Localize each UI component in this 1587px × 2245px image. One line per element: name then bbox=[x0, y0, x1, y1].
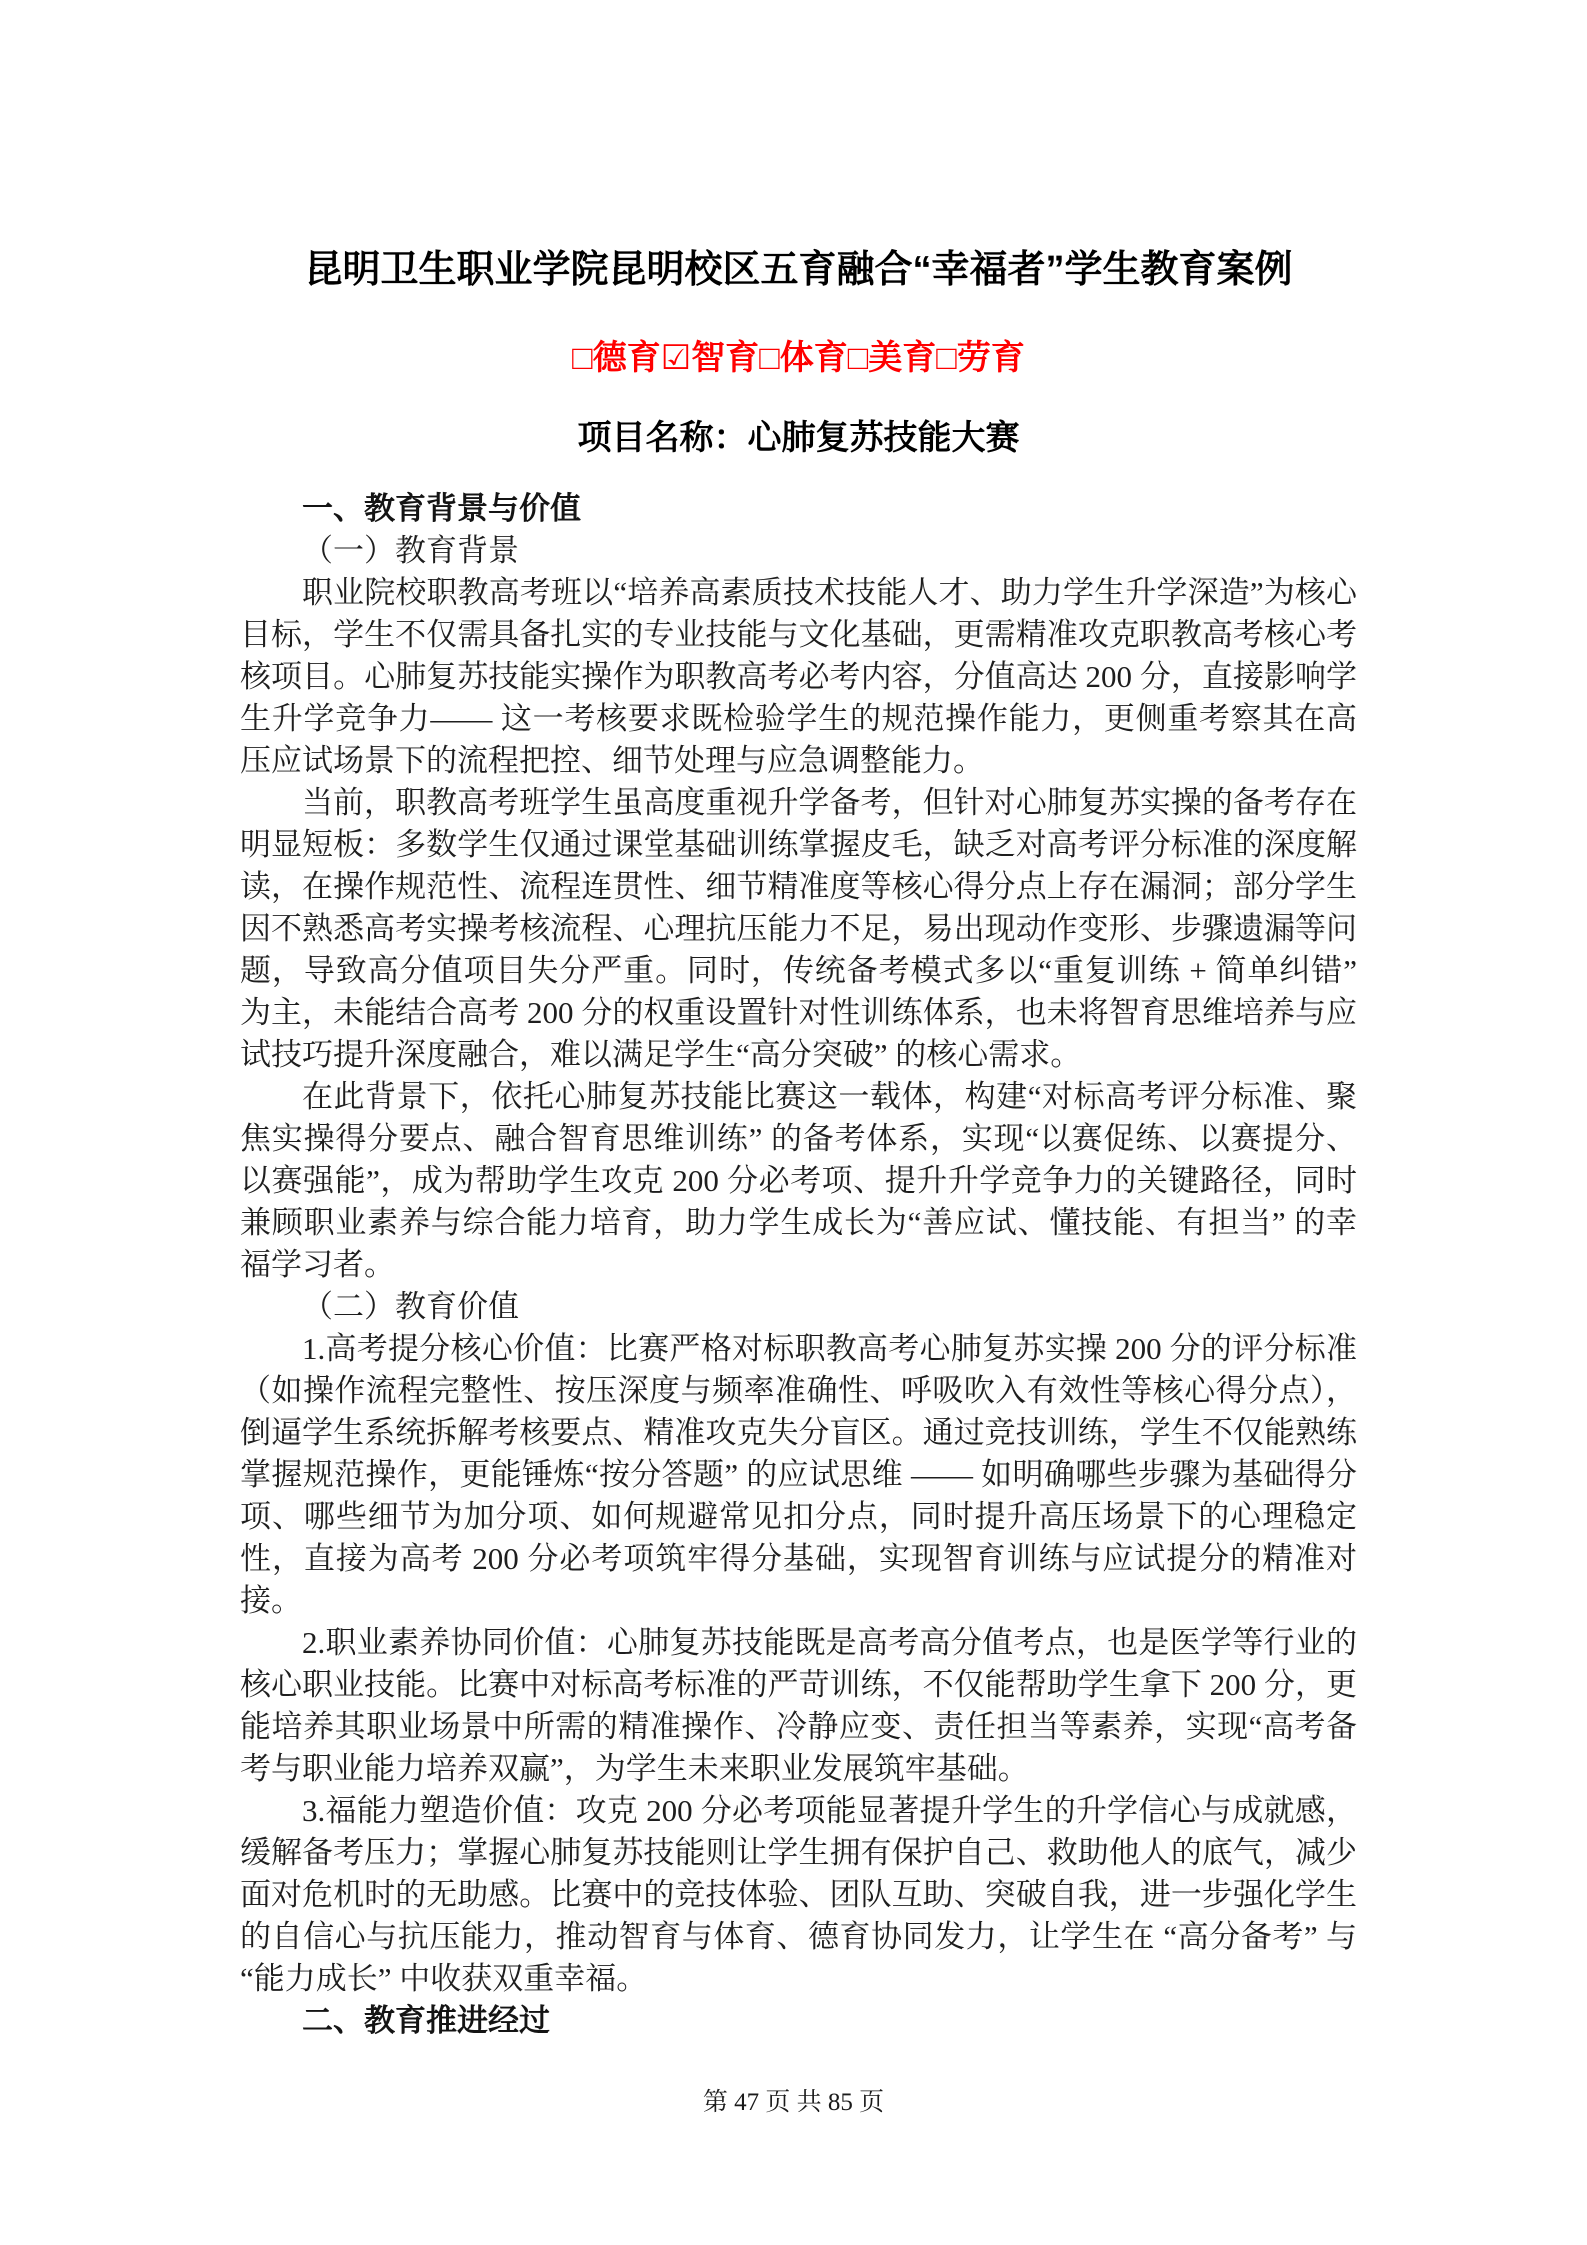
paragraph-value-2: 2.职业素养协同价值：心肺复苏技能既是高考高分值考点，也是医学等行业的核心职业技能。比赛中对标高考标准的严苛训练，不仅能帮助学生拿下 200 分，更能培养其职业场景中所需的精准操作、冷静应变、责任担当等素养，实现“高考备考与职业能力培养双赢”，为学生未来职业发展筑牢基础。 bbox=[240, 1625, 1357, 1786]
project-name: 项目名称：心肺复苏技能大赛 bbox=[577, 419, 1020, 457]
checkbox-item-deyu bbox=[572, 339, 661, 377]
checked-checkbox-icon: ☑ bbox=[660, 339, 692, 377]
subsection-heading-education-background: （一）教育背景 bbox=[302, 533, 519, 568]
paragraph-background-1: 职业院校职教高考班以“培养高素质技术技能人才、助力学生升学深造”为核心目标，学生不仅需具备扎实的专业技能与文化基础，更需精准攻克职教高考核心考核项目。心肺复苏技能实操作为职教高考必考内容，分值高达 200 分，直接影响学生升学竞争力—— 这一考核要求既检验学生的规范操作能力，更侧重考察其在高压应试场景下的流程把控、细节处理与应急调整能力。 bbox=[240, 575, 1357, 778]
checkbox-item-laoyu bbox=[936, 339, 1025, 377]
paragraph-background-2: 当前，职教高考班学生虽高度重视升学备考，但针对心肺复苏实操的备考存在明显短板：多数学生仅通过课堂基础训练掌握皮毛，缺乏对高考评分标准的深度解读，在操作规范性、流程连贯性、细节精准度等核心得分点上存在漏洞；部分学生因不熟悉高考实操考核流程、心理抗压能力不足，易出现动作变形、步骤遗漏等问题，导致高分值项目失分严重。同时，传统备考模式多以“重复训练 + 简单纠错” 为主，未能结合高考 200 分的权重设置针对性训练体系，也未将智育思维培养与应试技巧提升深度融合，难以满足学生“高分突破” 的核心需求。 bbox=[240, 785, 1357, 1072]
page-number-indicator: 第 47 页 共 85 页 bbox=[702, 2089, 885, 2116]
paragraph-value-1: 1.高考提分核心价值：比赛严格对标职教高考心肺复苏实操 200 分的评分标准（如操作流程完整性、按压深度与频率准确性、呼吸吹入有效性等核心得分点），倒逼学生系统拆解考核要点、精准攻克失分盲区。通过竞技训练，学生不仅能熟练掌握规范操作，更能锤炼“按分答题” 的应试思维 —— 如明确哪些步骤为基础得分项、哪些细节为加分项、如何规避常见扣分点，同时提升高压场景下的心理稳定性，直接为高考 200 分必考项筑牢得分基础，实现智育训练与应试提分的精准对接。 bbox=[240, 1331, 1357, 1618]
section-heading-education-process: 二、教育推进经过 bbox=[302, 2003, 550, 2038]
checkbox-label-zhiyu: 智育 bbox=[691, 339, 760, 377]
checkbox-item-zhiyu bbox=[661, 339, 759, 377]
paragraph-background-3: 在此背景下，依托心肺复苏技能比赛这一载体，构建“对标高考评分标准、聚焦实操得分要点、融合智育思维训练” 的备考体系，实现“以赛促练、以赛提分、以赛强能”，成为帮助学生攻克 200 分必考项、提升升学竞争力的关键路径，同时兼顾职业素养与综合能力培育，助力学生成长为“善应试、懂技能、有担当” 的幸福学习者。 bbox=[240, 1079, 1357, 1282]
checkbox-label-deyu: 德育 bbox=[592, 339, 661, 377]
unchecked-checkbox-icon: □ bbox=[572, 339, 593, 377]
five-education-selector bbox=[240, 336, 1357, 380]
checkbox-label-laoyu: 劳育 bbox=[956, 339, 1025, 377]
document-title: 昆明卫生职业学院昆明校区五育融合“幸福者”学生教育案例 bbox=[304, 249, 1293, 291]
section-heading-background-and-value: 一、教育背景与价值 bbox=[302, 491, 581, 526]
checkbox-item-meiyu bbox=[848, 339, 937, 377]
unchecked-checkbox-icon: □ bbox=[847, 339, 869, 377]
checkbox-item-tiyu bbox=[759, 339, 848, 377]
paragraph-value-3: 3.福能力塑造价值：攻克 200 分必考项能显著提升学生的升学信心与成就感，缓解备考压力；掌握心肺复苏技能则让学生拥有保护自己、救助他人的底气，减少面对危机时的无助感。比赛中的竞技体验、团队互助、突破自我，进一步强化学生的自信心与抗压能力，推动智育与体育、德育协同发力，让学生在 “高分备考” 与 “能力成长” 中收获双重幸福。 bbox=[240, 1793, 1357, 1996]
unchecked-checkbox-icon: □ bbox=[759, 339, 780, 377]
checkbox-label-tiyu: 体育 bbox=[779, 339, 848, 377]
subsection-heading-education-value: （二）教育价值 bbox=[302, 1289, 519, 1324]
unchecked-checkbox-icon: □ bbox=[936, 339, 957, 377]
checkbox-label-meiyu: 美育 bbox=[868, 339, 937, 377]
